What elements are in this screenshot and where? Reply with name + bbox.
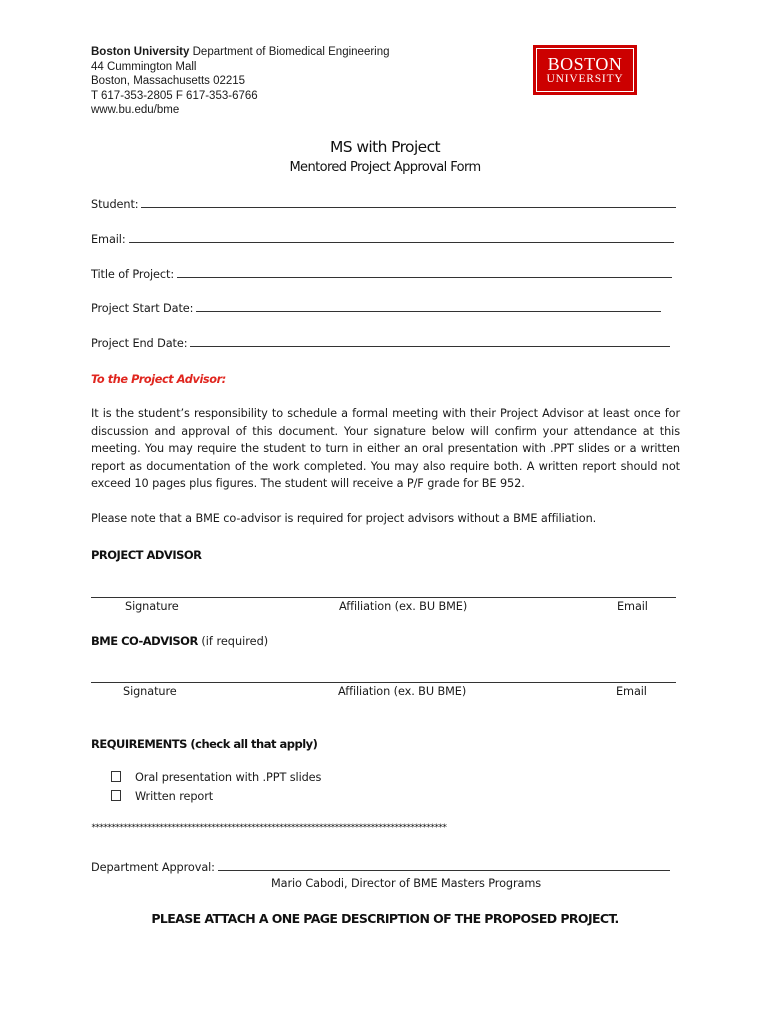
project-advisor-signature-line[interactable] — [91, 597, 676, 598]
university-name: Boston University — [91, 46, 190, 58]
student-label: Student: — [91, 198, 139, 211]
advisor-heading: To the Project Advisor: — [91, 373, 226, 386]
boston-university-logo — [533, 45, 637, 95]
approver-name: Mario Cabodi, Director of BME Masters Programs — [271, 877, 542, 890]
email-field[interactable] — [91, 231, 674, 246]
advisor-affiliation-label: Affiliation (ex. BU BME) — [339, 600, 468, 613]
requirement-label: Oral presentation with .PPT slides — [135, 771, 322, 784]
end-date-line[interactable] — [190, 335, 670, 347]
checkbox[interactable] — [111, 771, 121, 782]
co-advisor-signature-label: Signature — [123, 685, 177, 698]
requirements-heading: REQUIREMENTS (check all that apply) — [91, 737, 318, 751]
email-label: Email: — [91, 233, 126, 246]
end-date-label: Project End Date: — [91, 337, 188, 350]
requirement-oral-presentation[interactable] — [111, 771, 321, 784]
student-line[interactable] — [141, 196, 676, 208]
department-name: Department of Biomedical Engineering — [192, 46, 390, 58]
requirement-written-report[interactable] — [111, 790, 213, 803]
advisor-signature-label: Signature — [125, 600, 179, 613]
logo-line-1: BOSTON — [547, 53, 623, 74]
requirement-label: Written report — [135, 790, 214, 803]
end-date-field[interactable] — [91, 335, 670, 350]
start-date-line[interactable] — [196, 300, 661, 312]
department-address — [91, 45, 390, 118]
phone-fax: T 617-353-2805 F 617-353-6766 — [91, 89, 258, 102]
logo-line-2: UNIVERSITY — [546, 72, 624, 85]
advisor-instructions: It is the student’s responsibility to schedule a formal meeting with their Project Advisor at least once for discussion and approval of this document. Your signature below will confirm your attendance at this meeting. You may require the student to turn in either an oral presentation with .PPT slides or a written report as documentation of the work completed. You may also require both. A written report should not exceed 10 pages plus figures. The student will receive a P/F grade for BE 952. — [91, 407, 680, 491]
co-advisor-title: BME CO-ADVISOR — [91, 634, 198, 648]
form-subtitle: Mentored Project Approval Form — [289, 160, 481, 175]
attach-description-note: PLEASE ATTACH A ONE PAGE DESCRIPTION OF THE PROPOSED PROJECT. — [151, 911, 619, 926]
co-advisor-note: (if required) — [201, 635, 269, 648]
department-approval-label: Department Approval: — [91, 861, 215, 874]
student-field[interactable] — [91, 196, 676, 211]
project-title-line[interactable] — [177, 266, 672, 278]
asterisk-separator: ***************************************************************************************** — [91, 823, 446, 833]
project-title-label: Title of Project: — [91, 268, 175, 281]
start-date-field[interactable] — [91, 300, 661, 315]
department-approval-line[interactable] — [218, 859, 670, 871]
checkbox[interactable] — [111, 790, 121, 801]
project-title-field[interactable] — [91, 266, 672, 281]
co-advisor-affiliation-label: Affiliation (ex. BU BME) — [338, 685, 467, 698]
co-advisor-signature-line[interactable] — [91, 682, 676, 683]
advisor-email-label: Email — [617, 600, 648, 613]
start-date-label: Project Start Date: — [91, 302, 194, 315]
co-advisor-note: Please note that a BME co-advisor is required for project advisors without a BME affiliation. — [91, 512, 597, 525]
street-address: 44 Cummington Mall — [91, 60, 197, 73]
city-address: Boston, Massachusetts 02215 — [91, 75, 246, 88]
form-title: MS with Project — [330, 138, 440, 156]
department-approval-field[interactable] — [91, 859, 670, 874]
co-advisor-heading — [91, 634, 268, 648]
co-advisor-email-label: Email — [616, 685, 647, 698]
project-advisor-heading: PROJECT ADVISOR — [91, 548, 202, 562]
website: www.bu.edu/bme — [91, 104, 180, 117]
email-line[interactable] — [129, 231, 674, 243]
